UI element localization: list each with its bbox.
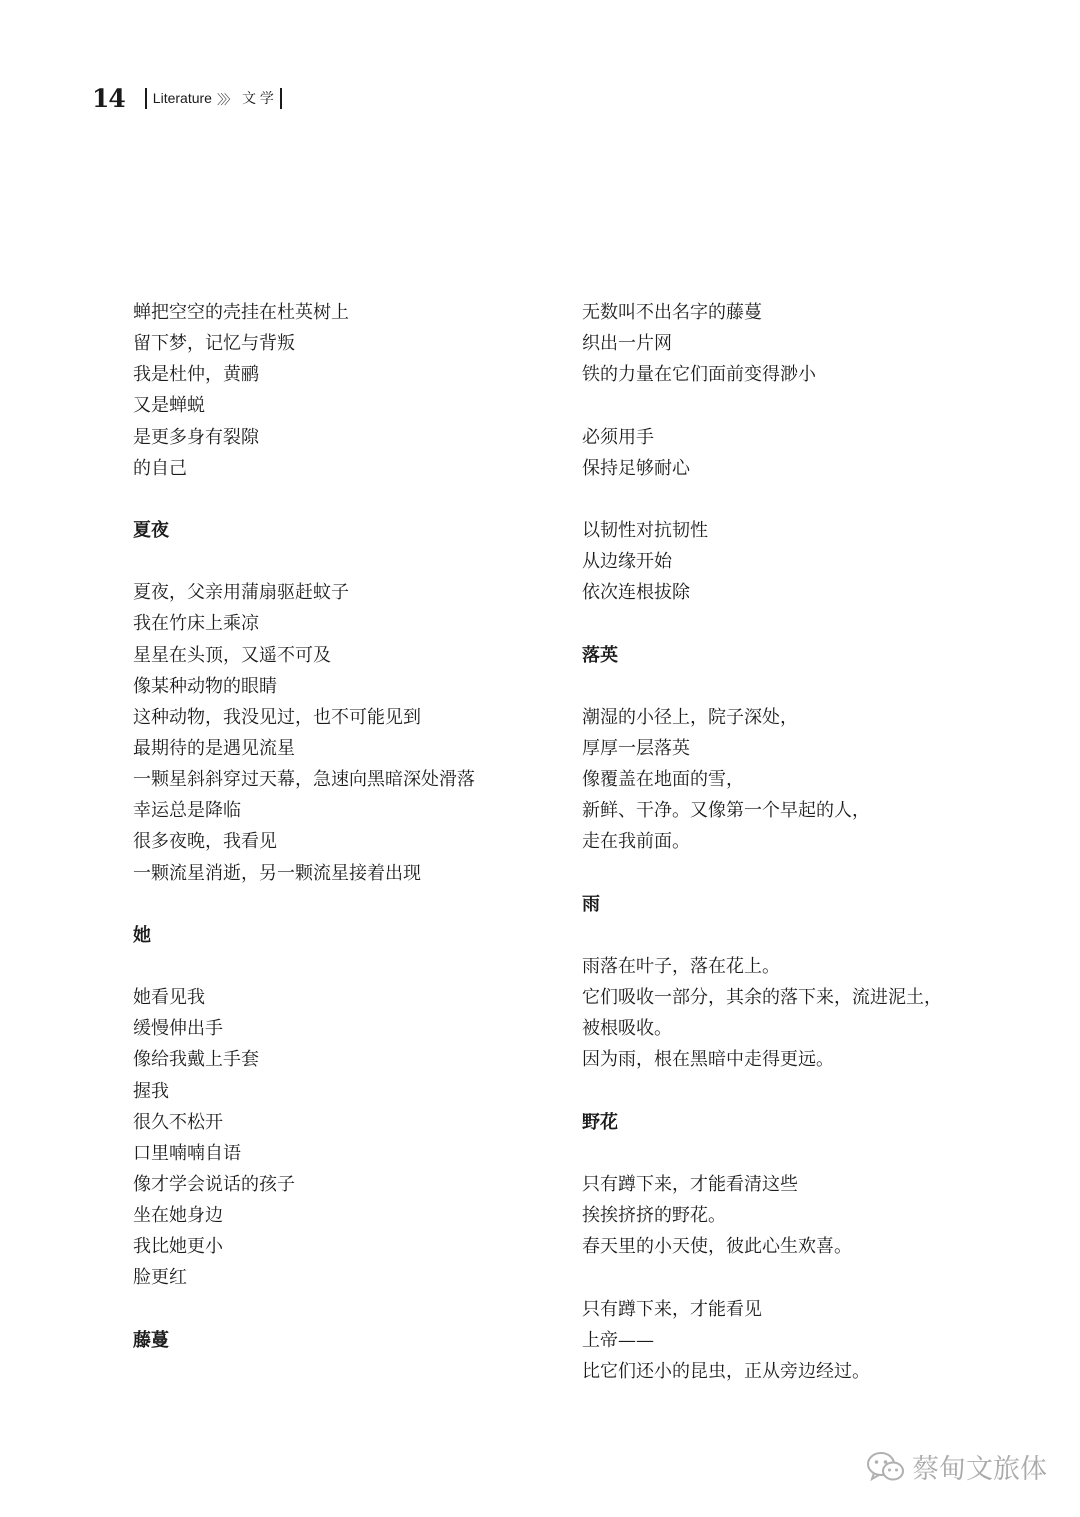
poem-line: 挨挨挤挤的野花。: [582, 1205, 726, 1227]
poem-line: 蝉把空空的壳挂在杜英树上: [133, 302, 349, 323]
poem-title: 她: [133, 924, 151, 946]
stanza-break: [582, 1138, 982, 1169]
stanza-break: [582, 920, 982, 951]
stanza-break: [582, 608, 982, 639]
poem-title: 落英: [582, 644, 618, 666]
poem-line: 脸更红: [133, 1267, 187, 1289]
poem-line: 又是蝉蜕: [133, 395, 205, 417]
poem-line: 春天里的小天使，彼此心生欢喜。: [582, 1236, 852, 1258]
stanza-break: [582, 1262, 982, 1293]
poem-line: 缓慢伸出手: [133, 1018, 223, 1040]
poem-line: 铁的力量在它们面前变得渺小: [582, 364, 816, 386]
poem-line: 我比她更小: [133, 1236, 223, 1258]
poem-line: 星星在头顶，又遥不可及: [133, 644, 331, 666]
poem-line: 像才学会说话的孩子: [133, 1173, 295, 1195]
poem-title: 夏夜: [133, 519, 169, 541]
poem-line: 厚厚一层落英: [582, 737, 690, 759]
right-column: [582, 297, 982, 1387]
stanza-break: [582, 390, 982, 421]
left-column: [133, 297, 533, 1356]
poem-title: 野花: [582, 1111, 618, 1133]
watermark-text: 蔡甸文旅体: [912, 1454, 1047, 1485]
poem-line: 是更多身有裂隙: [133, 426, 259, 448]
section-label-en: Literature: [152, 90, 212, 106]
poem-line: 上帝——: [582, 1329, 654, 1351]
poem-line: 被根吸收。: [582, 1018, 672, 1040]
stanza-break: [133, 951, 533, 982]
header-divider-right: [280, 88, 282, 109]
poem-line: 坐在她身边: [133, 1205, 223, 1227]
poem-line: 一颗流星消逝，另一颗流星接着出现: [133, 862, 421, 884]
poem-line: 新鲜、干净。又像第一个早起的人，: [582, 800, 870, 822]
poem-line: 像给我戴上手套: [133, 1049, 259, 1071]
poem-line: 这种动物，我没见过，也不可能见到: [133, 706, 421, 728]
page-header: [92, 78, 282, 118]
poem-line: 我是杜仲，黄鹂: [133, 364, 259, 386]
poem-line: 从边缘开始: [582, 551, 672, 573]
poem-line: 握我: [133, 1080, 169, 1102]
poem-line: 走在我前面。: [582, 831, 690, 853]
wechat-icon: [866, 1450, 906, 1484]
poem-line: 比它们还小的昆虫，正从旁边经过。: [582, 1360, 870, 1382]
poem-line: 必须用手: [582, 426, 654, 448]
poem-line: 潮湿的小径上，院子深处，: [582, 706, 798, 728]
section-label-cn: 文 学: [241, 90, 274, 106]
section-label: [153, 88, 274, 108]
poem-line: 我在竹床上乘凉: [133, 613, 259, 635]
poem-line: 的自己: [133, 457, 187, 479]
section-arrows: 〉〉〉: [216, 91, 234, 107]
stanza-break: [582, 671, 982, 702]
poem-line: 织出一片网: [582, 333, 672, 355]
poem-line: 像某种动物的眼睛: [133, 675, 277, 697]
poem-line: 像覆盖在地面的雪，: [582, 769, 744, 791]
stanza-break: [133, 546, 533, 577]
poem-line: 它们吸收一部分，其余的落下来，流进泥土，: [582, 987, 942, 1009]
poem-title: 雨: [582, 893, 600, 915]
stanza-break: [133, 1294, 533, 1325]
poem-line: 留下梦，记忆与背叛: [133, 333, 295, 355]
poem-line: 以韧性对抗韧性: [582, 519, 708, 541]
poem-title: 藤蔓: [133, 1329, 169, 1351]
stanza-break: [133, 889, 533, 920]
watermark: [866, 1447, 1047, 1486]
poem-line: 很多夜晚，我看见: [133, 831, 277, 853]
stanza-break: [133, 484, 533, 515]
poem-line: 只有蹲下来，才能看见: [582, 1298, 762, 1320]
poem-line: 口里喃喃自语: [133, 1142, 241, 1164]
stanza-break: [582, 484, 982, 515]
poem-line: 保持足够耐心: [582, 457, 690, 479]
poem-line: 幸运总是降临: [133, 800, 241, 822]
poem-line: 依次连根拔除: [582, 582, 690, 604]
page-number: 14: [92, 83, 125, 113]
poem-line: 因为雨，根在黑暗中走得更远。: [582, 1049, 834, 1071]
poem-line: 只有蹲下来，才能看清这些: [582, 1173, 798, 1195]
header-divider-left: [145, 88, 147, 109]
stanza-break: [582, 858, 982, 889]
stanza-break: [582, 1076, 982, 1107]
poem-line: 她看见我: [133, 987, 205, 1009]
poem-line: 无数叫不出名字的藤蔓: [582, 302, 762, 323]
poem-line: 雨落在叶子，落在花上。: [582, 955, 780, 977]
poem-line: 夏夜，父亲用蒲扇驱赶蚊子: [133, 582, 349, 604]
poem-line: 最期待的是遇见流星: [133, 737, 295, 759]
poem-line: 很久不松开: [133, 1111, 223, 1133]
poem-line: 一颗星斜斜穿过天幕，急速向黑暗深处滑落: [133, 769, 475, 791]
